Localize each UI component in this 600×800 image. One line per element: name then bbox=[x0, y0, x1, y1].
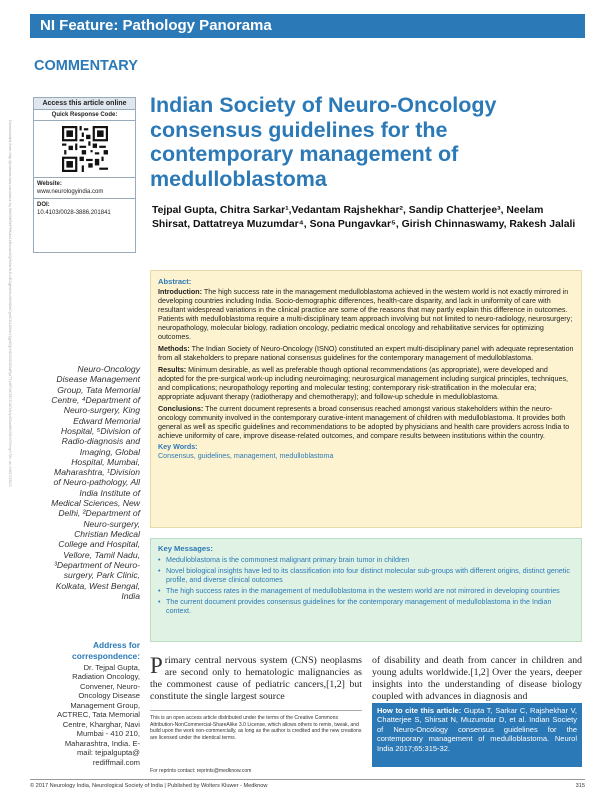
doi-value[interactable]: 10.4103/0028-3886.201841 bbox=[37, 210, 111, 217]
website-row bbox=[34, 178, 135, 199]
body-text-1: rimary central nervous system (CNS) neoplasms are second only to hematologic malignancies as the commonest cause of pediatric cancers,[1,2] but constitute the single largest source bbox=[150, 655, 362, 702]
cite-text: Gupta T, Sarkar C, Rajshekhar V, Chatterjee S, Shirsat N, Muzumdar D, et al. Indian Society of Neuro-Oncology consensus guidelines for the contemporary management of medulloblastoma. Neurol India 2017;65:315-32. bbox=[377, 706, 577, 753]
side-download-note: Downloaded from http://journals.lww.com/neur by BhDMf5ePHKav1zEoum1tQfN4a+kJLhEZgbsIHo4XMi0hCywCX1AWnYQp/IlQrHD3i3D0OdRyi7TvSFl4Cf3VC4/OAVpDDa8KKGKV0Ymy+78= on 04/27/2023 bbox=[8, 120, 13, 487]
body-column-2: of disability and death from cancer in children and young adults worldwide.[1,2] Over the years, deeper insights into the understanding of disease biology coupled with advances in diagnosis and bbox=[372, 655, 582, 702]
abstract-conclusions bbox=[158, 405, 574, 441]
feature-banner: NI Feature: Pathology Panorama bbox=[30, 14, 585, 38]
key-message-item: • Novel biological insights have led to its classification into four distinct molecular sub-groups with different origins, distinct genetic profile, and diverse clinical outcomes bbox=[158, 567, 574, 585]
abstract-methods bbox=[158, 345, 574, 363]
methods-label: Methods: bbox=[158, 345, 190, 354]
cite-box bbox=[372, 703, 582, 767]
intro-text: The high success rate in the management medulloblastoma achieved in the western world is not exactly mirrored in developing countries including India. Socio-demographic differences, health-care disparity, and lack in uniformity of care with resultant widespread variations in the clinical practice are some of the reasons that may partly explain this difference in outcomes. Patients with medulloblastoma require a multi-disciplinary team approach involving but not limited to neuro-radiology, neurosurgery; neuropathology, molecular biology, radiation oncology, pediatric medical oncology and rehabilitative services for optimizing outcomes. bbox=[158, 288, 573, 342]
access-online-box bbox=[33, 97, 136, 253]
section-label: COMMENTARY bbox=[34, 58, 138, 74]
key-message-item: • Medulloblastoma is the commonest malignant primary brain tumor in children bbox=[158, 556, 574, 565]
qr-code-wrapper bbox=[34, 121, 135, 178]
doi-label: DOI: bbox=[37, 202, 50, 209]
abstract-introduction bbox=[158, 288, 574, 342]
key-message-item: • The high success rates in the management of medulloblastoma in the western world are not mirrored in developing countries bbox=[158, 587, 574, 596]
correspondence bbox=[52, 640, 140, 767]
keywords[interactable]: Consensus, guidelines, management, medulloblastoma bbox=[158, 452, 334, 461]
key-messages-list bbox=[158, 556, 574, 616]
website-link[interactable]: www.neurologyindia.com bbox=[37, 189, 104, 196]
website-label: Website: bbox=[37, 181, 62, 187]
author-list: Tejpal Gupta, Chitra Sarkar¹,Vedantam Rajshekhar², Sandip Chatterjee³, Neelam Shirsat, Dattatreya Muzumdar⁴, Sona Pungavkar⁵, Girish Chinnaswamy, Rakesh Jalali bbox=[152, 205, 576, 230]
abstract-heading: Abstract: bbox=[158, 277, 192, 286]
methods-text: The Indian Society of Neuro-Oncology (ISNO) constituted an expert multi-disciplinary panel with adequate representation from all stakeholders to prepare national consensus guidelines for the contemporary management of medulloblastoma. bbox=[158, 345, 574, 363]
affiliations: Neuro-Oncology Disease Management Group, Tata Memorial Centre, ⁴Department of Neuro-surgery, King Edward Memorial Hospital, ⁵Division of Radio-diagnosis and Imaging, Global Hospital, Mumbai, Maharashtra, ¹Division of Neuro-pathology, All India Institute of Medical Sciences, New Delhi, ²Department of Neuro-surgery, Christian Medical College and Hospital, Vellore, Tamil Nadu, ³Department of Neuro-surgery, Park Clinic, Kolkata, West Bengal, India bbox=[51, 364, 140, 601]
key-messages-box bbox=[150, 538, 582, 642]
abstract-box bbox=[150, 270, 582, 528]
page-footer bbox=[30, 779, 585, 789]
reprints-contact[interactable]: For reprints contact: reprints@medknow.com bbox=[150, 768, 252, 774]
qr-code-icon[interactable] bbox=[62, 126, 108, 172]
footer-copyright: © 2017 Neurology India, Neurological Society of India | Published by Wolters Kluwer - Medknow bbox=[30, 783, 268, 789]
body-column-1 bbox=[150, 655, 362, 703]
key-messages-heading: Key Messages: bbox=[158, 544, 213, 553]
access-heading: Access this article online bbox=[34, 98, 135, 110]
license-note: This is an open access article distributed under the terms of the Creative Commons Attribution-NonCommercial-ShareAlike 3.0 License, which allows others to remix, tweak, and build upon the work non-commercially, as long as the author is credited and the new creations are licensed under the identical terms. bbox=[150, 710, 362, 741]
drop-cap: P bbox=[150, 653, 163, 678]
results-label: Results: bbox=[158, 365, 187, 374]
correspondence-text: Dr. Tejpal Gupta, Radiation Oncology, Convener, Neuro-Oncology Disease Management Group, ACTREC, Tata Memorial Centre, Kharghar, Navi Mumbai - 410 210, Maharashtra, India. E-mail: tejpalgupta@ rediffmail.com bbox=[57, 663, 140, 767]
keywords-label: Key Words: bbox=[158, 443, 198, 452]
conclusions-text: The current document represents a broad consensus reached amongst various stakeholders within the neuro-oncology community involved in the contemporary curative-intent management of children with medulloblastoma. It provides both general as well as specific guidelines and recommendations to be adopted by physicians and health care providers across India to achieve uniformity of care, improve disease-related outcomes, and compare results between institutions within the country. bbox=[158, 404, 570, 440]
intro-label: Introduction: bbox=[158, 288, 203, 297]
article-title: Indian Society of Neuro-Oncology consensus guidelines for the contemporary management of medulloblastoma bbox=[150, 93, 497, 192]
key-message-item: • The current document provides consensus guidelines for the contemporary management of medulloblastoma in the Indian context. bbox=[158, 598, 574, 616]
page-number: 315 bbox=[575, 783, 585, 789]
doi-row bbox=[34, 199, 135, 219]
cite-label: How to cite this article: bbox=[377, 706, 462, 715]
correspondence-label: Address for correspondence: bbox=[72, 640, 140, 661]
abstract-results bbox=[158, 366, 574, 402]
conclusions-label: Conclusions: bbox=[158, 404, 204, 413]
qr-label: Quick Response Code: bbox=[34, 110, 135, 121]
results-text: Minimum desirable, as well as preferable though optional recommendations (as appropriate), were developed and adopted for the pre-surgical work-up including neuroimaging; neurosurgical management including surgical principles, techniques, and complications; neuropathology reporting and molecular testing; contemporary risk-stratification in the molecular era; appropriate adjuvant therapy (radiotherapy and chemotherapy); and follow-up schedule in medulloblastoma. bbox=[158, 365, 569, 401]
